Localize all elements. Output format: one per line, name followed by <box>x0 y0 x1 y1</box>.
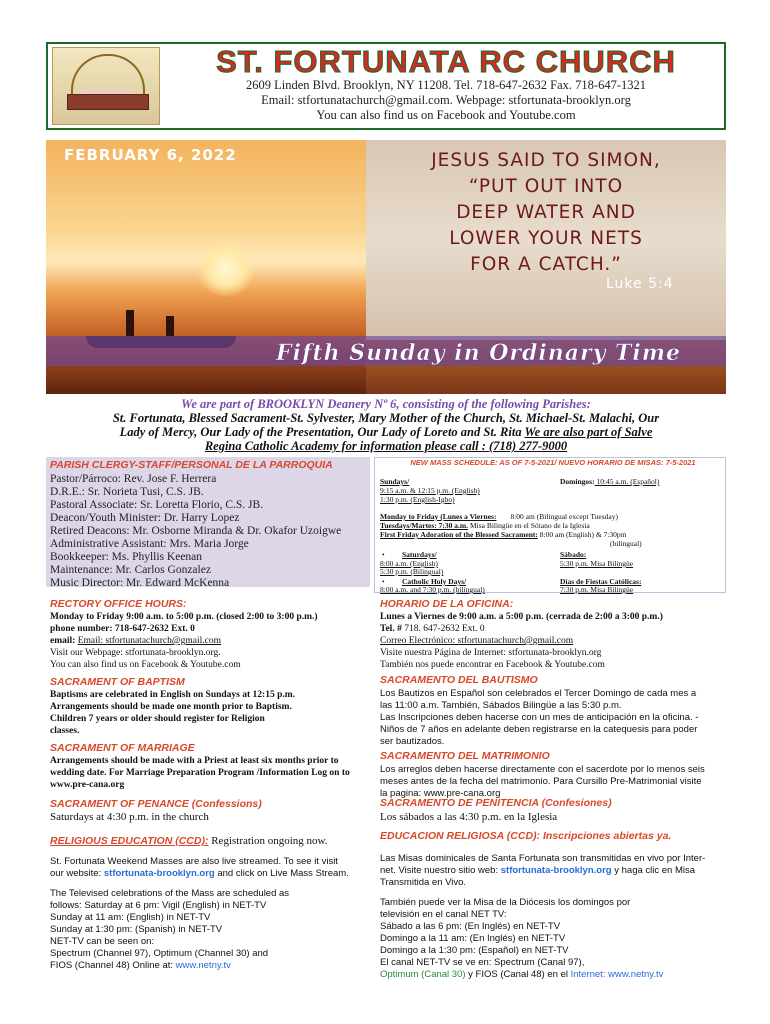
bullet-icon: • <box>382 550 385 559</box>
academy-note: We are also part of Salve <box>524 425 653 439</box>
sabado-value: 5:30 p.m. Misa Bilingüe <box>560 559 634 568</box>
religious-education <box>50 831 328 849</box>
marriage-line: Arrangements should be made with a Priest at least six months prior to <box>50 756 339 766</box>
mass-schedule-heading: NEW MASS SCHEDULE: AS OF 7-5-2021/ NUEVO HORARIO DE MISAS: 7-5-2021 <box>410 458 696 467</box>
penitencia-line: Los sábados a las 4:30 p.m. en la Iglesia <box>380 811 558 823</box>
tv-en-line: follows: Saturday at 6 pm: Vigil (English) in NET-TV <box>50 900 267 911</box>
penitencia-heading: SACRAMENTO DE PENITENCIA (Confesiones) <box>380 797 612 809</box>
deanery-parishes-text: Lady of Mercy, Our Lady of the Presentation, Our Lady of Loreto and St. Rita <box>119 425 525 439</box>
weekday-label: Monday to Friday (Lunes a Viernes: <box>380 512 497 521</box>
weekday-value: 8:00 am (Bilingual except Tuesday) <box>510 512 618 521</box>
deanery-parishes-cont <box>46 425 726 440</box>
marriage-line: wedding date. For Marriage Preparation Program /Information Log on to <box>50 768 350 778</box>
tv-es-line: Domingo a la 1:30 pm: (Español) en NET-TV <box>380 945 569 956</box>
tv-en-line: Sunday at 11 am: (English) in NET-TV <box>50 912 211 923</box>
deanery-parishes: St. Fortunata, Blessed Sacrament-St. Sylvester, Mary Mother of the Church, St. Michael-St. Malachi, Our <box>112 411 660 425</box>
matrimonio-line: la pagina: www.pre-cana.org <box>380 788 501 799</box>
oficina-phone <box>380 624 485 634</box>
rectory-email <box>50 636 221 646</box>
matrimonio-heading: SACRAMENTO DEL MATRIMONIO <box>380 750 550 762</box>
matrimonio-line: Los arreglos deben hacerse directamente con el sacerdote por lo menos seis <box>380 764 705 775</box>
bautismo-line: las 11:00 a.m. También, Sábados Bilingüe a las 5:30 p.m. <box>380 700 622 711</box>
bautismo-heading: SACRAMENTO DEL BAUTISMO <box>380 674 538 686</box>
clergy-member: Music Director: Mr. Edward McKenna <box>50 577 230 589</box>
tv-en-line: Sunday at 1:30 pm: (Spanish) in NET-TV <box>50 924 223 935</box>
tv-en-line: NET-TV can be seen on: <box>50 936 155 947</box>
tuesday-label: Tuesdays/Martes: 7:30 a.m. <box>380 521 469 530</box>
marriage-heading: SACRAMENT OF MARRIAGE <box>50 742 195 754</box>
quote-line: FOR A CATCH.” <box>470 254 622 275</box>
first-friday-bilingual: (bilingual) <box>610 539 642 548</box>
religious-value: Registration ongoing now. <box>208 835 328 847</box>
academy-phone: Regina Catholic Academy for information please call : (718) 277-9000 <box>204 439 568 453</box>
sundays-times: 9:15 a.m. & 12:15 p.m. (English) <box>380 486 480 495</box>
marriage-line: www.pre-cana.org <box>50 780 125 790</box>
rectory-heading: RECTORY OFFICE HOURS: <box>50 598 187 610</box>
livestream-en-line: St. Fortunata Weekend Masses are also live streamed. To see it visit <box>50 856 338 867</box>
quote-line: JESUS SAID TO SIMON, <box>431 150 661 171</box>
rectory-email-link[interactable]: Email: stfortunatachurch@gmail.com <box>77 636 221 646</box>
first-friday-label: First Friday Adoration of the Blessed Sacrament: <box>380 530 538 539</box>
clergy-heading: PARISH CLERGY-STAFF/PERSONAL DE LA PARROQUIA <box>50 459 333 471</box>
rectory-social: You can also find us on Facebook & Youtube.com <box>50 660 241 670</box>
tv-es-internet-label: Internet: <box>570 969 609 980</box>
rectory-webpage: Visit our Webpage: stfortunata-brooklyn.org. <box>50 648 221 658</box>
tv-en-fios <box>50 960 231 971</box>
livestream-en-text: our website: <box>50 868 104 879</box>
saturdays-label: Saturdays/ <box>402 550 437 559</box>
rectory-email-label: email: <box>50 636 78 646</box>
clergy-member: Administrative Assistant: Mrs. Maria Jorge <box>50 538 249 550</box>
tuesday-schedule <box>380 521 590 530</box>
oficina-phone-label: Tel. # <box>380 624 405 634</box>
fiestas-value: 7:30 p.m. Misa Bilingüe <box>560 585 634 594</box>
clergy-member: Bookkeeper: Ms. Phyllis Keenan <box>50 551 203 563</box>
penance-heading: SACRAMENT OF PENANCE (Confessions) <box>50 798 262 810</box>
saturdays-english: 8:00 a.m. (English) <box>380 559 438 568</box>
baptism-line: Baptisms are celebrated in English on Sundays at 12:15 p.m. <box>50 690 296 700</box>
oficina-heading: HORARIO DE LA OFICINA: <box>380 598 514 610</box>
tv-es-line: televisión en el canal NET TV: <box>380 909 507 920</box>
matrimonio-line: meses antes de la fecha del matrimonio. Para Cursillo Pre-Matrimonial visite <box>380 776 702 787</box>
saturdays-bilingual: 5:30 p.m. (Bilingual) <box>380 567 444 576</box>
oficina-phone-value: 718. 647-2632 Ext. 0 <box>404 624 485 634</box>
oficina-hours: Lunes a Viernes de 9:00 a.m. a 5:00 p.m. (cerrada de 2:00 a 3:00 p.m.) <box>380 612 663 622</box>
website-link[interactable]: stfortunata-brooklyn.org <box>500 865 612 876</box>
livestream-es-text: y haga clic en Misa <box>611 865 696 876</box>
tv-es-optimum <box>380 969 663 980</box>
baptism-line: Arrangements should be made one month prior to Baptism. <box>50 702 292 712</box>
tv-en-line: Spectrum (Channel 97), Optimum (Channel 30) and <box>50 948 269 959</box>
livestream-es-line: Las Misas dominicales de Santa Fortunata son transmitidas en vivo por Inter- <box>380 853 706 864</box>
quote-line: “PUT OUT INTO <box>468 176 624 197</box>
tv-es-line: También puede ver la Misa de la Diócesis los domingos por <box>380 897 631 908</box>
bautismo-line: Las Inscripciones deben hacerse con un mes de anticipación en la oficina. - <box>380 712 699 723</box>
sundays-igbo: 1:30 p.m. (English-Igbo) <box>380 495 455 504</box>
baptism-line: Children 7 years or older should register for Religion <box>50 714 265 724</box>
tv-es-line: Sábado a las 6 pm: (En Inglés) en NET-TV <box>380 921 561 932</box>
educacion-heading: EDUCACION RELIGIOSA (CCD): Inscripciones abiertas ya. <box>380 830 672 842</box>
livestream-es-website <box>380 865 695 876</box>
bulletin-date: FEBRUARY 6, 2022 <box>64 146 237 164</box>
domingos-value: 10:45 a.m. (Español) <box>594 477 660 486</box>
weekday-schedule <box>380 512 618 521</box>
clergy-member: Pastoral Associate: Sr. Loretta Florio, C.S. JB. <box>50 499 264 511</box>
sunday-banner <box>46 140 726 394</box>
tv-es-optimum-text: Optimum (Canal 30) <box>380 969 466 980</box>
clergy-member: Retired Deacons: Mr. Osborne Miranda & Dr. Okafor Uzoigwe <box>50 525 342 537</box>
clergy-member: Deacon/Youth Minister: Dr. Harry Lopez <box>50 512 240 524</box>
oficina-social: También nos puede encontrar en Facebook & Youtube.com <box>380 660 605 670</box>
sundays-label: Sundays/ <box>380 477 410 486</box>
oficina-webpage: Visite nuestra Página de Internet: stfortunata-brooklyn.org <box>380 648 602 658</box>
tv-en-fios-text: FIOS (Channel 48) Online at: <box>50 960 176 971</box>
tuesday-value: Misa Bilingüe en el Sótano de la Iglesia <box>468 521 590 530</box>
liturgical-sunday: Fifth Sunday in Ordinary Time <box>276 340 682 366</box>
quote-line: DEEP WATER AND <box>456 202 636 223</box>
first-friday-value: 8:00 am (English) & 7:30pm <box>537 530 627 539</box>
netny-link[interactable]: www.netny.tv <box>175 960 231 971</box>
first-friday-schedule <box>380 530 626 539</box>
gospel-quote <box>366 148 726 278</box>
baptism-line: classes. <box>50 726 80 736</box>
bautismo-line: Niños de 7 años en adelante deben registrarse en la catequesis para poder <box>380 724 698 735</box>
bautismo-line: ser bautizados. <box>380 736 445 747</box>
fiestas-label: Días de Fiestas Católicas: <box>560 577 642 586</box>
tv-en-line: The Televised celebrations of the Mass are scheduled as <box>50 888 290 899</box>
bautismo-line: Los Bautizos en Español son celebrados el Tercer Domingo de cada mes a <box>380 688 697 699</box>
tv-es-line: El canal NET-TV se ve en: Spectrum (Canal 97), <box>380 957 585 968</box>
livestream-es-line: Transmitida en Vivo. <box>380 877 467 888</box>
domingos-schedule <box>560 477 659 486</box>
clergy-member: D.R.E.: Sr. Norieta Tusi, C.S. JB. <box>50 486 204 498</box>
clergy-member: Maintenance: Mr. Carlos Gonzalez <box>50 564 211 576</box>
sabado-label: Sábado: <box>560 550 587 559</box>
netny-link[interactable]: www.netny.tv <box>608 969 664 980</box>
holy-days-label: Catholic Holy Days/ <box>402 577 467 586</box>
baptism-heading: SACRAMENT OF BAPTISM <box>50 676 185 688</box>
tv-es-text: y FIOS (Canal 48) en el <box>465 969 571 980</box>
oficina-email[interactable]: Correo Electrónico: stfortunatachurch@gmail.com <box>380 636 574 646</box>
church-title: ST. FORTUNATA RC CHURCH <box>216 44 676 79</box>
church-header <box>46 42 726 130</box>
bullet-icon: • <box>382 577 385 586</box>
livestream-en-website <box>50 868 349 879</box>
livestream-es-text: net. Visite nuestro sitio web: <box>380 865 501 876</box>
deanery-intro: We are part of BROOKLYN Deanery Nº 6, consisting of the following Parishes: <box>181 397 591 411</box>
tv-es-line: Domingo a la 11 am: (En Inglés) en NET-TV <box>380 933 566 944</box>
church-address: 2609 Linden Blvd. Brooklyn, NY 11208. Tel. 718-647-2632 Fax. 718-647-1321 <box>245 78 647 92</box>
rectory-phone: phone number: 718-647-2632 Ext. 0 <box>50 624 195 634</box>
rectory-hours: Monday to Friday 9:00 a.m. to 5:00 p.m. (closed 2:00 to 3:00 p.m.) <box>50 612 318 622</box>
church-email-web: Email: stfortunatachurch@gmail.com. Webpage: stfortunata-brooklyn.org <box>261 93 631 107</box>
church-logo-image <box>52 47 160 125</box>
quote-reference: Luke 5:4 <box>606 276 674 292</box>
clergy-member: Pastor/Párroco: Rev. Jose F. Herrera <box>50 473 217 485</box>
livestream-en-text: and click on Live Mass Stream. <box>214 868 349 879</box>
penance-line: Saturdays at 4:30 p.m. in the church <box>50 811 209 823</box>
church-social: You can also find us on Facebook and Youtube.com <box>316 108 576 122</box>
religious-heading: RELIGIOUS EDUCATION (CCD): <box>50 835 209 847</box>
quote-line: LOWER YOUR NETS <box>449 228 643 249</box>
holy-days-value: 8:00 a.m. and 7:30 p.m. (bilingual) <box>380 585 485 594</box>
website-link[interactable]: stfortunata-brooklyn.org <box>103 868 215 879</box>
domingos-label: Domingos: <box>560 477 595 486</box>
